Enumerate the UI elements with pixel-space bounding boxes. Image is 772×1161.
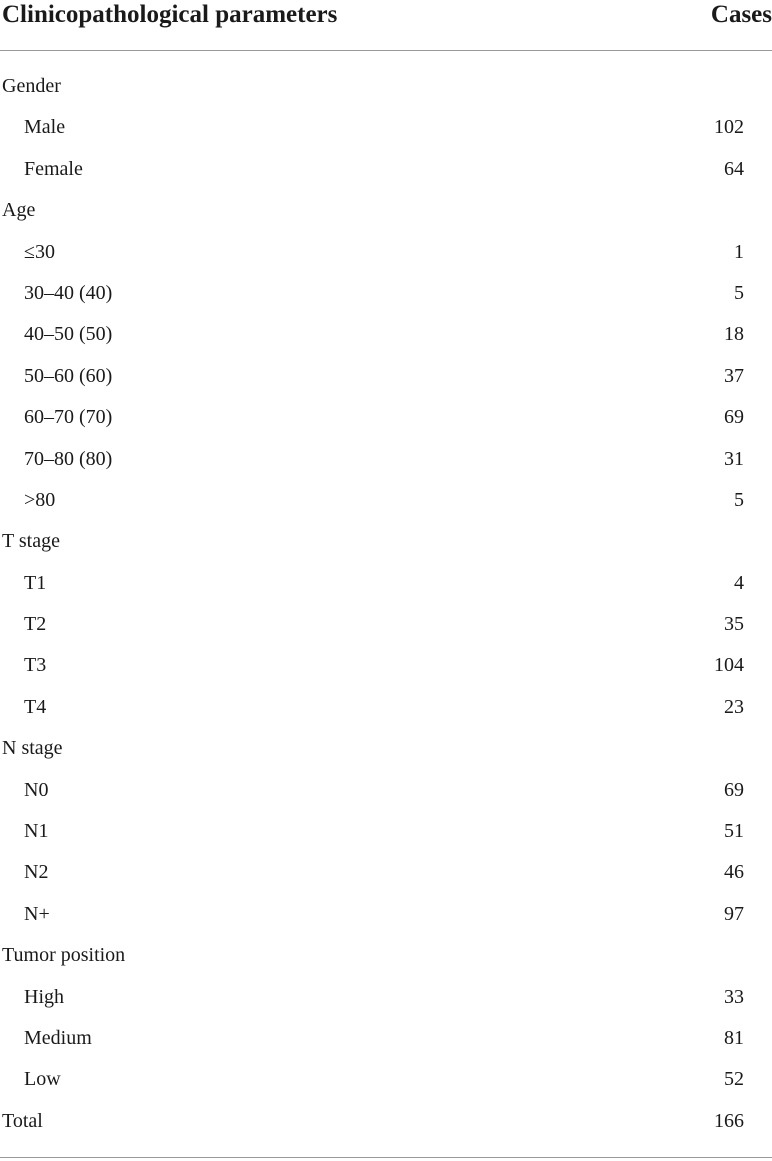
table-group-row	[0, 66, 772, 107]
row-label: Gender	[2, 75, 61, 97]
row-cases-value: 31	[724, 447, 744, 470]
table-row	[0, 645, 772, 686]
row-label: T4	[24, 695, 47, 718]
row-label: Low	[24, 1068, 61, 1091]
row-cases-value: 51	[724, 820, 744, 843]
row-label: 50–60 (60)	[24, 364, 113, 387]
row-label: T3	[24, 654, 47, 677]
row-label: N1	[24, 820, 49, 843]
row-cases-value: 104	[714, 654, 744, 677]
parameters-column-header: Clinicopathological parameters	[2, 1, 338, 28]
table-body	[0, 66, 772, 1142]
row-cases-value: 18	[724, 323, 744, 346]
table-row	[0, 604, 772, 645]
row-label: Total	[2, 1109, 43, 1132]
row-cases-value: 52	[724, 1068, 744, 1091]
row-label: N2	[24, 861, 49, 884]
row-cases-value: 69	[724, 778, 744, 801]
row-label: ≤30	[24, 240, 55, 263]
table-row	[0, 770, 772, 811]
table-row	[0, 811, 772, 852]
row-cases-value: 23	[724, 695, 744, 718]
row-cases-value: 5	[734, 281, 744, 304]
table-group-row	[0, 190, 772, 231]
table-group-row	[0, 728, 772, 769]
table-header	[0, 0, 772, 50]
table-row	[0, 439, 772, 480]
row-label: Medium	[24, 1026, 92, 1049]
table-row	[0, 356, 772, 397]
row-label: Male	[24, 116, 66, 139]
table-row	[0, 977, 772, 1018]
row-cases-value: 33	[724, 985, 744, 1008]
row-cases-value: 35	[724, 613, 744, 636]
row-label: 40–50 (50)	[24, 323, 113, 346]
table-bottom-rule	[0, 1157, 772, 1158]
table-row	[0, 852, 772, 893]
row-cases-value: 97	[724, 902, 744, 925]
table-row	[0, 232, 772, 273]
table-row	[0, 480, 772, 521]
table-row	[0, 894, 772, 935]
table-row	[0, 149, 772, 190]
table-row	[0, 1018, 772, 1059]
table-row	[0, 1059, 772, 1100]
row-label: High	[24, 985, 64, 1008]
table-row	[0, 397, 772, 438]
table-row	[0, 107, 772, 148]
row-label: 30–40 (40)	[24, 281, 113, 304]
row-label: N+	[24, 902, 50, 925]
cases-column-header: Cases	[710, 1, 772, 28]
table-row	[0, 687, 772, 728]
table-group-row	[0, 935, 772, 976]
row-cases-value: 69	[724, 406, 744, 429]
row-label: T1	[24, 571, 47, 594]
table-row	[0, 314, 772, 355]
row-label: Age	[2, 199, 36, 222]
row-label: N stage	[2, 737, 63, 760]
row-label: Tumor position	[2, 944, 126, 967]
table-group-row	[0, 521, 772, 562]
row-cases-value: 64	[724, 157, 744, 180]
row-label: T stage	[2, 530, 60, 553]
table-row	[0, 273, 772, 314]
row-label: N0	[24, 778, 49, 801]
row-label: >80	[24, 488, 56, 511]
header-divider	[0, 50, 772, 51]
row-cases-value: 102	[714, 116, 744, 139]
row-cases-value: 81	[724, 1026, 744, 1049]
row-label: T2	[24, 613, 47, 636]
row-cases-value: 5	[734, 488, 744, 511]
row-label: Female	[24, 157, 83, 180]
row-cases-value: 46	[724, 861, 744, 884]
row-cases-value: 37	[724, 364, 744, 387]
row-cases-value: 166	[714, 1109, 744, 1132]
table-row	[0, 563, 772, 604]
row-cases-value: 4	[734, 571, 744, 594]
row-label: 70–80 (80)	[24, 447, 113, 470]
row-cases-value: 1	[734, 240, 744, 263]
table-group-row	[0, 1101, 772, 1142]
row-label: 60–70 (70)	[24, 406, 113, 429]
